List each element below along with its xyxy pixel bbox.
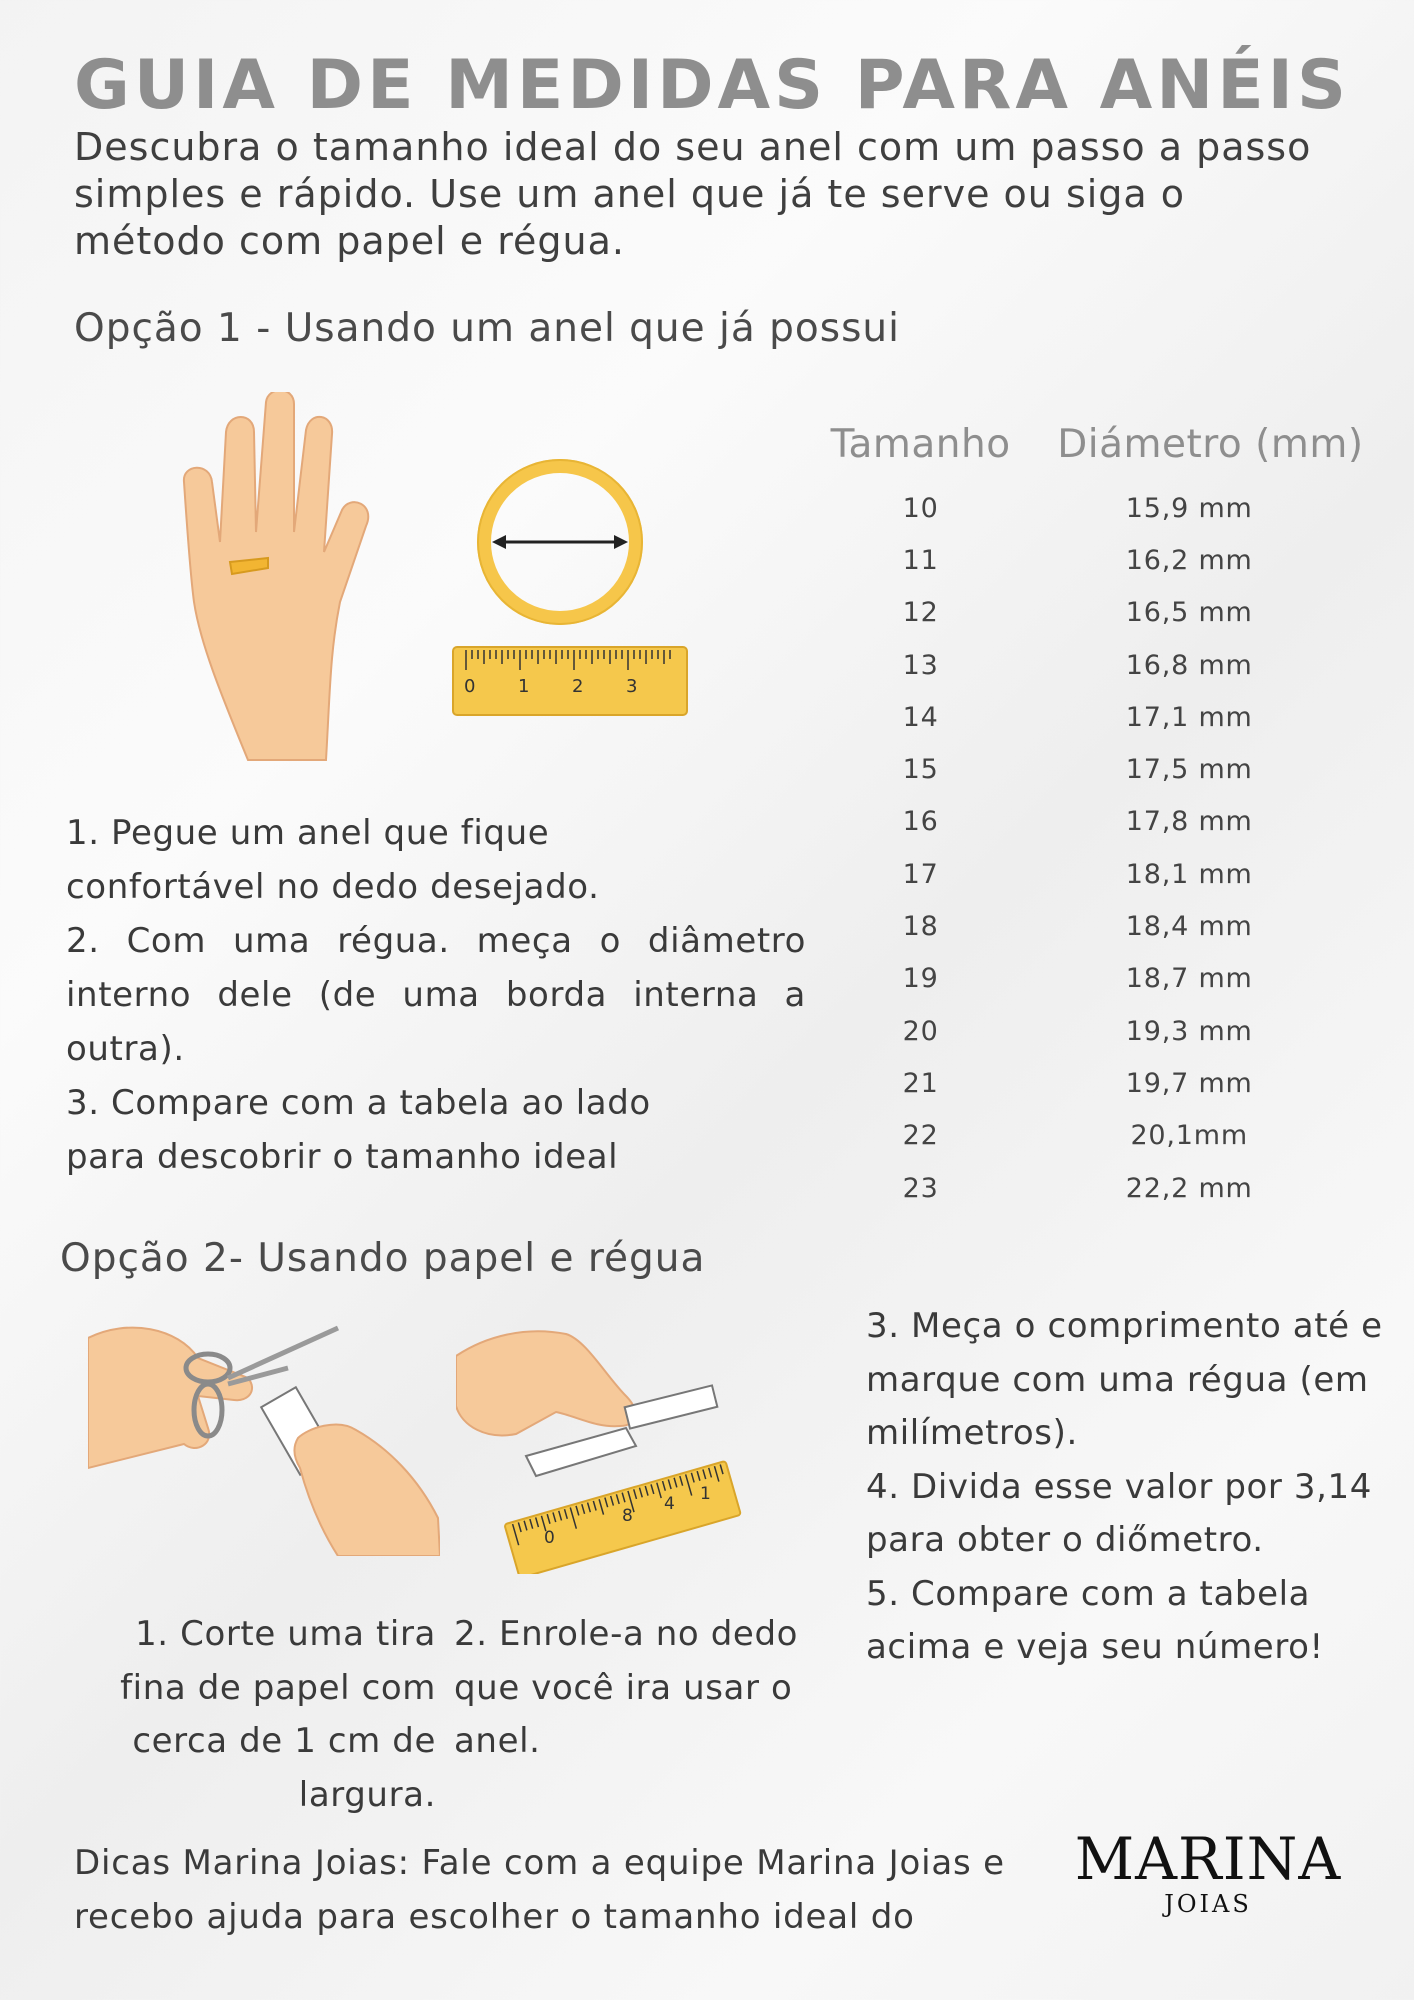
- diameter-cell: [1023, 953, 1414, 1005]
- diameter-value: 19,3 mm: [1125, 1015, 1253, 1047]
- option1-step-3: 3. Compare com a tabela ao lado para descobrir o tamanho ideal: [66, 1083, 651, 1177]
- diameter-cell: [1023, 1005, 1414, 1057]
- size-table-row: [818, 1057, 1414, 1109]
- paper-ruler-illustration: [456, 1316, 756, 1574]
- intro-text: Descubra o tamanho ideal do seu anel com um passo a passo simples e rápido. Use um anel que já te serve ou siga o método com papel e régua.: [74, 125, 1312, 263]
- size-value: 19: [902, 963, 939, 995]
- diameter-cell: [1023, 743, 1414, 795]
- option2-step-2: 2. Enrole-a no dedo que você ira usar o anel.: [454, 1614, 799, 1761]
- option1-step-2: 2. Com uma régua. meça o diâmetro interno dele (de uma borda interna a outra).: [66, 921, 806, 1069]
- size-table-row: [818, 1162, 1414, 1214]
- size-table-row: [818, 796, 1414, 848]
- size-value: 12: [902, 597, 939, 629]
- size-value: 11: [902, 544, 939, 576]
- diameter-value: 16,5 mm: [1125, 597, 1253, 629]
- ring-diameter-illustration: [468, 458, 652, 628]
- scissors-cutting-illustration: [88, 1318, 440, 1556]
- option2-heading: Opção 2- Usando papel e régua: [60, 1236, 706, 1281]
- diameter-cell: [1023, 534, 1414, 586]
- size-value: 18: [902, 911, 939, 943]
- size-table-row: [818, 587, 1414, 639]
- size-value: 21: [902, 1067, 939, 1099]
- page-title: GUIA DE MEDIDAS PARA ANÉIS: [74, 46, 1350, 125]
- diameter-value: 22,2 mm: [1125, 1172, 1253, 1204]
- size-value: 15: [902, 754, 939, 786]
- ruler-1: [452, 646, 688, 716]
- ruler-1-tick-3: 3: [626, 676, 638, 697]
- size-table-row: [818, 1110, 1414, 1162]
- diameter-cell: [1023, 639, 1414, 691]
- size-value: 16: [902, 806, 939, 838]
- tips-text: Dicas Marina Joias: Fale com a equipe Marina Joias e recebo ajuda para escolher o tamanho ideal do: [74, 1843, 1005, 1937]
- logo-name: MARINA: [1074, 1825, 1342, 1893]
- size-value: 14: [902, 701, 939, 733]
- diameter-cell: [1023, 796, 1414, 848]
- option2-step-5: 5. Compare com a tabela acima e veja seu número!: [866, 1573, 1324, 1667]
- size-table-row: [818, 691, 1414, 743]
- size-header: Tamanho: [830, 421, 1011, 467]
- option2-step-3: 3. Meça o comprimento até e marque com uma régua (em milímetros).: [866, 1306, 1383, 1453]
- option2-step-1: 1. Corte uma tira fina de papel com cerca de 1 cm de largura.: [120, 1614, 436, 1815]
- option1-step-1: 1. Pegue um anel que fique confortável no dedo desejado.: [66, 813, 600, 907]
- diameter-value: 17,8 mm: [1125, 806, 1253, 838]
- size-value: 22: [902, 1120, 939, 1152]
- option2-steps-right: [866, 1300, 1406, 1675]
- option2-step-4: 4. Divida esse valor por 3,14 para obter o diőmetro.: [866, 1466, 1373, 1560]
- diameter-value: 15,9 mm: [1125, 492, 1253, 524]
- size-value: 20: [902, 1015, 939, 1047]
- diameter-value: 20,1mm: [1130, 1120, 1248, 1152]
- option1-steps: [66, 806, 806, 1184]
- diameter-value: 16,2 mm: [1125, 544, 1253, 576]
- size-table-row: [818, 900, 1414, 952]
- diameter-cell: [1023, 1110, 1414, 1162]
- ruler-2-tick-0: 0: [544, 1528, 555, 1548]
- size-value: 13: [902, 649, 939, 681]
- diameter-cell: [1023, 848, 1414, 900]
- diameter-header: Diámetro (mm): [1057, 421, 1364, 467]
- size-table: [818, 416, 1414, 1214]
- size-value: 17: [902, 858, 939, 890]
- ruler-1-tick-2: 2: [572, 676, 584, 697]
- size-table-row: [818, 1005, 1414, 1057]
- size-table-row: [818, 534, 1414, 586]
- size-table-row: [818, 953, 1414, 1005]
- diameter-value: 18,4 mm: [1125, 911, 1253, 943]
- diameter-cell: [1023, 900, 1414, 952]
- size-table-row: [818, 848, 1414, 900]
- size-table-row: [818, 743, 1414, 795]
- diameter-value: 18,1 mm: [1125, 858, 1253, 890]
- size-table-row: [818, 482, 1414, 534]
- diameter-value: 17,1 mm: [1125, 701, 1253, 733]
- ruler-2-tick-2: 4: [664, 1494, 675, 1514]
- diameter-value: 19,7 mm: [1125, 1067, 1253, 1099]
- diameter-value: 17,5 mm: [1125, 754, 1253, 786]
- size-table-header-row: [818, 416, 1414, 482]
- size-value: 10: [902, 492, 939, 524]
- ruler-2-tick-1: 8: [622, 1506, 633, 1526]
- diameter-value: 16,8 mm: [1125, 649, 1253, 681]
- diameter-cell: [1023, 587, 1414, 639]
- diameter-cell: [1023, 691, 1414, 743]
- logo-sub: JOIAS: [1164, 1890, 1252, 1918]
- hand-ring-illustration: [180, 392, 420, 762]
- size-table-row: [818, 639, 1414, 691]
- ruler-1-tick-0: 0: [464, 676, 476, 697]
- ruler-1-tick-1: 1: [518, 676, 530, 697]
- ruler-2-tick-3: 1: [700, 1484, 711, 1504]
- option1-heading: Opção 1 - Usando um anel que já possui: [74, 306, 900, 351]
- marina-joias-logo: [1068, 1825, 1348, 1918]
- size-value: 23: [902, 1172, 939, 1204]
- diameter-cell: [1023, 1162, 1414, 1214]
- diameter-value: 18,7 mm: [1125, 963, 1253, 995]
- diameter-cell: [1023, 482, 1414, 534]
- diameter-cell: [1023, 1057, 1414, 1109]
